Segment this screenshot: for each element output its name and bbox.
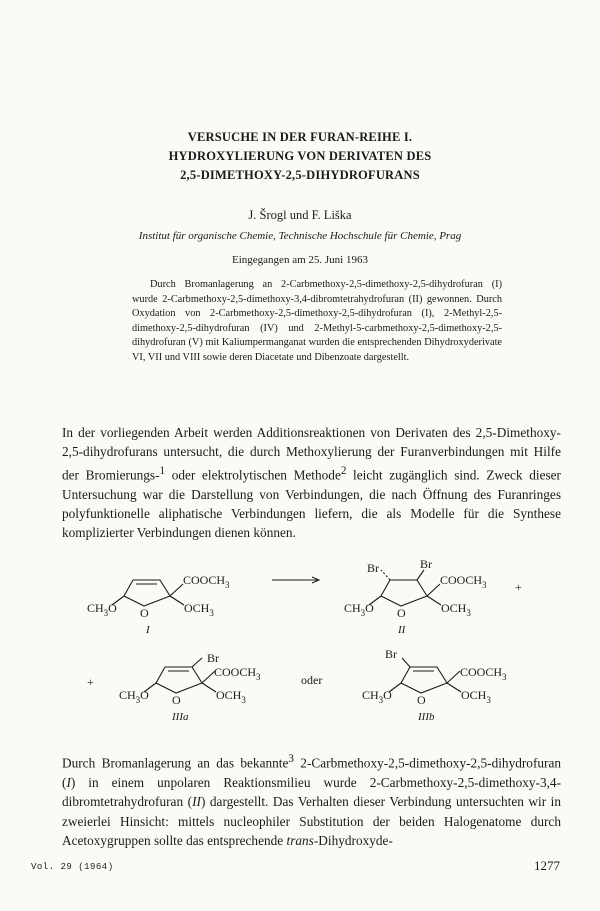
ester-group-II: COOCH (440, 573, 483, 587)
body-paragraph (62, 750, 561, 850)
reference-1[interactable]: 1 (159, 464, 166, 477)
intro-paragraph (62, 423, 561, 543)
trans-term: trans (286, 833, 314, 849)
received-date: Eingegangen am 25. Juni 1963 (232, 254, 368, 266)
label-IIIb: IIIb (418, 711, 435, 723)
intro-text-2: oder elektrolytischen Methode (165, 467, 341, 483)
plus-sign-1: + (515, 580, 522, 594)
svg-text:COOCH3: $COOCH_3$ (440, 573, 487, 590)
svg-text:OCH3: $OCH_3$ (461, 688, 491, 705)
methoxy-left-IIIb: CH (362, 688, 379, 702)
methoxy-right-II: OCH (441, 601, 467, 615)
reference-2[interactable]: 2 (340, 464, 347, 477)
svg-text:OCH3: $OCH_3$ (216, 688, 246, 705)
abstract (132, 278, 502, 366)
compound-ref-II: II (192, 794, 201, 810)
reaction-arrow (272, 577, 319, 583)
svg-text:CH3O: $CH_3O$ (362, 688, 392, 705)
body-text-2: 2-Carbmethoxy-2,5-dimethoxy-2,5-dihydrofuran ( (62, 755, 562, 790)
methoxy-right-IIIb: OCH (461, 688, 487, 702)
body-section (62, 750, 561, 850)
bromine-IIIa: Br (207, 651, 219, 665)
compound-I-structure (87, 573, 230, 636)
ester-group-I: COOCH (183, 573, 226, 587)
bromine-IIIb: Br (385, 647, 397, 661)
ester-group-IIIa: COOCH (214, 665, 257, 679)
label-IIIa: IIIa (172, 711, 189, 723)
title-line-3: 2,5-DIMETHOXY-2,5-DIHYDROFURANS (180, 168, 420, 182)
compound-II-structure (344, 557, 487, 636)
svg-text:COOCH3: $COOCH_3$ (183, 573, 230, 590)
bromine-1-II: Br (367, 561, 379, 575)
compound-IIIa-structure (119, 651, 261, 723)
ring-oxygen-II: O (397, 606, 406, 620)
title-line-1: VERSUCHE IN DER FURAN-REIHE I. (187, 130, 413, 144)
svg-text:COOCH3: $COOCH_3$ (214, 665, 261, 682)
svg-text:CH3O: $CH_3O$ (119, 688, 149, 705)
compound-IIIb-structure (362, 647, 507, 723)
institute: Institut für organische Chemie, Technische Hochschule für Chemie, Prag (138, 230, 462, 242)
introduction (62, 423, 561, 543)
methoxy-left-I: CH (87, 601, 104, 615)
methoxy-right-IIIa: OCH (216, 688, 242, 702)
body-text-5: -Dihydroxyde- (313, 833, 393, 849)
title-line-2: HYDROXYLIERUNG VON DERIVATEN DES (168, 149, 432, 163)
ring-oxygen-I: O (140, 606, 149, 620)
svg-text:OCH3: $OCH_3$ (441, 601, 471, 618)
reference-3[interactable]: 3 (288, 753, 294, 765)
label-II: II (398, 624, 406, 636)
page-number: 1277 (534, 858, 560, 873)
methoxy-right-I: OCH (184, 601, 210, 615)
svg-text:COOCH3: $COOCH_3$ (460, 665, 507, 682)
svg-text:OCH3: $OCH_3$ (184, 601, 214, 618)
bromine-2-II: Br (420, 557, 432, 571)
ester-group-IIIb: COOCH (460, 665, 503, 679)
paper-title (0, 128, 600, 185)
intro-text-1: In der vorliegenden Arbeit werden Additionsreaktionen von Derivaten des 2,5-Dimethoxy-2,5-dihydrofurans untersucht, die durch Methoxylierung der Furanverbindungen mit Hilfe der Bromierungs- (62, 425, 561, 483)
body-text-1: Durch Bromanlagerung an das bekannte (62, 755, 289, 771)
body-text-4: ) dargestellt. Das Verhalten dieser Verbindung untersuchten wir in zweierlei Hinsicht: mittels nucleophiler Substitution der beiden Halogenatome durch Acetoxygruppen sollte das entsprechende (62, 794, 562, 849)
compound-ref-I: I (66, 774, 71, 790)
methoxy-left-II: CH (344, 601, 361, 615)
volume-info: Vol. 29 (1964) (31, 862, 114, 872)
reaction-scheme (0, 540, 600, 745)
authors: J. Šrogl und F. Liška (248, 208, 352, 222)
label-I: I (146, 624, 150, 636)
intro-text-3: leicht zugänglich sind. Zweck dieser Untersuchung war die Darstellung von Verbindungen, die nach Öffnung des Furanringes polyfunktionelle aliphatische Verbindungen liefern, die als Modelle für die Synthese komplizierter Verbindungen dienen können. (62, 467, 561, 541)
body-text-3: ) in einem unpolaren Reaktionsmilieu wurde 2-Carbmethoxy-2,5-dimethoxy-3,4-dibromtetrahydrofuran ( (62, 774, 561, 810)
word-oder: oder (301, 673, 323, 687)
svg-text:CH3O: $CH_3O$ (87, 601, 117, 618)
methoxy-left-IIIa: CH (119, 688, 136, 702)
ring-oxygen-IIIb: O (417, 693, 426, 707)
svg-text:CH3O: $CH_3O$ (344, 601, 374, 618)
plus-sign-2: + (87, 675, 94, 689)
ring-oxygen-IIIa: O (172, 693, 181, 707)
abstract-text: Durch Bromanlagerung an 2-Carbmethoxy-2,5-dimethoxy-2,5-dihydrofuran (I) wurde 2-Carbmethoxy-2,5-dimethoxy-3,4-dibromtetrahydrofuran (II) gewonnen. Durch Oxydation von 2-Carbmethoxy-2,5-dimethoxy-2,5-dihydrofuran (I), 2-Methyl-2,5-dimethoxy-2,5-dihydrofuran (IV) und 2-Methyl-5-carbmethoxy-2,5-dimethoxy-2,5-dihydrofuran (V) mit Kaliumpermanganat wurden die entsprechenden Dihydroxyderivate VI, VII und VIII sowie deren Diacetate und Dibenzoate dargestellt. (132, 279, 502, 363)
